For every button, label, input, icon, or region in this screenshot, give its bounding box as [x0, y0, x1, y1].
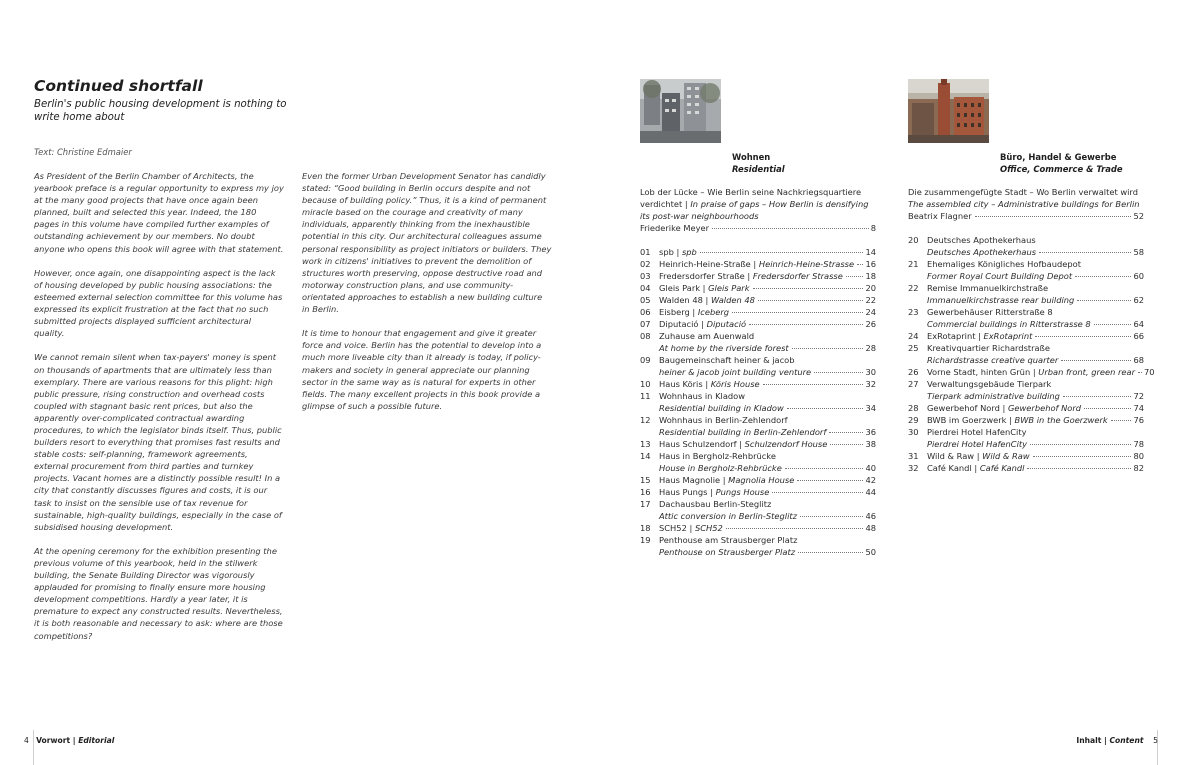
paragraph: As President of the Berlin Chamber of Architects, the yearbook preface is a regular opportunity to express my joy at the many good projects that have once again been planned, built and selected this year. Indeed, the 180 pages in this volume have compiled further examples of outstanding achievement by our members. No doubt anyone who opens this book will agree with that statement.	[34, 171, 284, 254]
entry-number: 15	[640, 475, 651, 485]
toc-entry-list	[640, 246, 876, 558]
entry-title-en: Schulzendorf House	[744, 439, 828, 449]
entry-title-de: Eisberg |	[659, 307, 698, 317]
entry-title	[659, 486, 769, 498]
page-number: 72	[1133, 391, 1144, 401]
section-title-de: Büro, Handel & Gewerbe	[1000, 152, 1117, 162]
entry-title-en: BWB in the Goerzwerk	[1014, 415, 1108, 425]
page-number: 30	[865, 367, 876, 377]
leader-dots	[1063, 396, 1132, 397]
essay-author: Friederike Meyer	[640, 223, 710, 233]
entry-title-de: Penthouse am Strausberger Platz	[659, 535, 798, 545]
page-number-left: 4	[24, 736, 29, 745]
leader-dots	[787, 408, 864, 409]
entry-number: 17	[640, 499, 651, 509]
entry-number: 26	[908, 367, 919, 377]
page-number: 68	[1133, 355, 1144, 365]
entry-title-de: Fredersdorfer Straße |	[659, 271, 753, 281]
entry-title	[927, 330, 1032, 342]
entry-title-de: Haus Köris |	[659, 379, 711, 389]
entry-title-en: Iceberg	[697, 307, 730, 317]
entry-title-en: Residential building in Berlin-Zehlendorf	[659, 427, 827, 437]
entry-number: 02	[640, 259, 651, 269]
entry-title-en: Pierdrei Hotel HafenCity	[927, 439, 1028, 449]
page-number: 22	[865, 295, 876, 305]
leader-dots	[1138, 372, 1142, 373]
toc-entry	[908, 282, 1144, 306]
toc-entry	[908, 366, 1155, 378]
page-number: 14	[865, 247, 876, 257]
essay-title-en: The assembled city – Administrative buildings for Berlin	[908, 199, 1140, 209]
paragraph: It is time to honour that engagement and give it greater force and voice. Berlin has the potential to develop into a much more liveable city than it already is today, if policy-makers and society in general appreciate our planning sector in the same way as is natural for experts in other fields. The many excellent projects in this book provide a glimpse of such a possible future.	[302, 328, 542, 411]
page-number: 44	[865, 487, 876, 497]
entry-number: 19	[640, 535, 651, 545]
toc-entry	[640, 306, 876, 318]
essay-author: Beatrix Flagner	[908, 211, 972, 221]
entry-title-en: Heinrich-Heine-Strasse	[758, 259, 855, 269]
toc-entry	[640, 258, 876, 270]
page-number: 74	[1133, 403, 1144, 413]
leader-dots	[814, 372, 863, 373]
page-number: 36	[865, 427, 876, 437]
toc-entry	[908, 414, 1144, 426]
entry-title	[659, 282, 750, 294]
entry-title-de: Baugemeinschaft heiner & jacob	[659, 355, 795, 365]
page-number: 32	[865, 379, 876, 389]
entry-number: 31	[908, 451, 919, 461]
toc-entry	[908, 234, 1144, 258]
entry-number: 01	[640, 247, 651, 257]
page-number: 70	[1144, 367, 1155, 377]
toc-entry	[640, 414, 876, 438]
page-number: 38	[865, 439, 876, 449]
essay-title-en: its post-war neighbourhoods	[640, 211, 759, 221]
toc-entry	[640, 294, 876, 306]
page-number: 50	[865, 547, 876, 557]
toc-entry	[640, 390, 876, 414]
entry-title-en: Gewerbehof Nord	[1007, 403, 1082, 413]
toc-entry	[640, 486, 876, 498]
leader-dots	[829, 432, 863, 433]
entry-number: 03	[640, 271, 651, 281]
page-number: 34	[865, 403, 876, 413]
entry-title	[659, 474, 794, 486]
entry-title-de: Haus Schulzendorf |	[659, 439, 745, 449]
section-heading-office	[1000, 151, 1123, 175]
entry-title-en: Köris House	[710, 379, 760, 389]
leader-dots	[726, 528, 864, 529]
entry-number: 20	[908, 235, 919, 245]
footer-right	[1076, 736, 1158, 745]
entry-title-en: Pungs House	[715, 487, 770, 497]
page-number: 16	[865, 259, 876, 269]
section-heading-residential	[732, 151, 785, 175]
page-number: 46	[865, 511, 876, 521]
page-number: 26	[865, 319, 876, 329]
leader-dots	[1061, 360, 1131, 361]
leader-dots	[1033, 456, 1132, 457]
leader-dots	[1030, 444, 1131, 445]
entry-number: 18	[640, 523, 651, 533]
entry-title-en: Richardstrasse creative quarter	[927, 355, 1059, 365]
entry-title-de: Walden 48 |	[659, 295, 711, 305]
entry-title-en: Gleis Park	[708, 283, 750, 293]
paragraph: We cannot remain silent when tax-payers' money is spent on thousands of apartments that are ultimately less than exemplary. There are various reasons for this plight: high public pressure, rising construction and overhead costs coupled with stagnant basic rent prices, but also the apparently over-complicated contractual awarding procedures, to which the legislator binds itself. Thus, public builders resort to everything that promises fast results and stable costs: self-planning, framework agreements, external procurement from third parties and turnkey projects. Vacant homes are a distinctly possible result! In a city that constantly discusses figures and costs, it is our task to insist on the sensible use of tax revenue for sustainable, high-quality buildings, especially in the case of subsidised housing development.	[34, 352, 282, 532]
toc-intro-essay	[640, 186, 876, 234]
entry-title-de: ExRotaprint |	[927, 331, 984, 341]
leader-dots	[1075, 276, 1131, 277]
toc-intro-essay	[908, 186, 1144, 222]
entry-number: 14	[640, 451, 651, 461]
entry-title	[927, 402, 1081, 414]
entry-title	[659, 318, 746, 330]
page-number: 20	[865, 283, 876, 293]
page-number-right: 5	[1153, 736, 1158, 745]
leader-dots	[1077, 300, 1131, 301]
leader-dots	[830, 444, 863, 445]
entry-title-de: Deutsches Apothekerhaus	[927, 235, 1036, 245]
page-number: 18	[865, 271, 876, 281]
leader-dots	[700, 252, 864, 253]
page-number: 24	[865, 307, 876, 317]
entry-number: 25	[908, 343, 919, 353]
footer-section-de: Vorwort |	[36, 736, 79, 745]
entry-title-de: Dachausbau Berlin-Steglitz	[659, 499, 772, 509]
entry-title	[927, 462, 1024, 474]
entry-title-en: Urban front, green rear	[1038, 367, 1135, 377]
toc-entry	[640, 246, 876, 258]
article-title: Continued shortfall	[34, 77, 203, 95]
toc-entry	[908, 342, 1144, 366]
entry-title-de: Wild & Raw |	[927, 451, 983, 461]
leader-dots	[785, 468, 864, 469]
toc-entry	[640, 330, 876, 354]
entry-title-de: Haus in Bergholz-Rehbrücke	[659, 451, 776, 461]
entry-title-en: At home by the riverside forest	[659, 343, 789, 353]
entry-title-de: Gewerbehäuser Ritterstraße 8	[927, 307, 1053, 317]
toc-entry-list	[908, 234, 1155, 474]
entry-title-en: Tierpark administrative building	[927, 391, 1060, 401]
leader-dots	[797, 480, 863, 481]
entry-title-en: ExRotaprint	[983, 331, 1033, 341]
page-number: 82	[1133, 463, 1144, 473]
entry-title-de: BWB im Goerzwerk |	[927, 415, 1015, 425]
entry-title-de: SCH52 |	[659, 523, 695, 533]
page-number: 48	[865, 523, 876, 533]
entry-title-en: SCH52	[694, 523, 723, 533]
leader-dots	[732, 312, 863, 313]
entry-number: 24	[908, 331, 919, 341]
toc-entry	[640, 474, 876, 486]
entry-number: 08	[640, 331, 651, 341]
entry-title-en: Wild & Raw	[982, 451, 1030, 461]
entry-title-en: Former Royal Court Building Depot	[927, 271, 1073, 281]
entry-title	[659, 258, 854, 270]
toc-office	[908, 186, 1155, 474]
entry-title	[659, 522, 723, 534]
entry-title-de: Wohnhaus in Berlin-Zehlendorf	[659, 415, 788, 425]
page-number: 42	[865, 475, 876, 485]
entry-number: 29	[908, 415, 919, 425]
leader-dots	[1084, 408, 1131, 409]
entry-number: 05	[640, 295, 651, 305]
toc-entry	[640, 378, 876, 390]
entry-title	[927, 450, 1030, 462]
entry-number: 06	[640, 307, 651, 317]
entry-title-en: Penthouse on Strausberger Platz	[659, 547, 796, 557]
entry-title-en: Attic conversion in Berlin-Steglitz	[659, 511, 797, 521]
page-number: 62	[1133, 295, 1144, 305]
entry-title	[659, 294, 755, 306]
entry-title-en: heiner & jacob joint building venture	[659, 367, 812, 377]
entry-title	[927, 414, 1108, 426]
leader-dots	[1094, 324, 1132, 325]
entry-number: 28	[908, 403, 919, 413]
office-building-photo	[908, 79, 989, 143]
toc-residential	[640, 186, 876, 558]
entry-number: 10	[640, 379, 651, 389]
toc-entry	[640, 450, 876, 474]
entry-title-en: Café Kandl	[979, 463, 1025, 473]
toc-entry	[640, 270, 876, 282]
essay-title-en: In praise of gaps – How Berlin is densifying	[690, 199, 869, 209]
entry-title-de: Vorne Stadt, hinten Grün |	[927, 367, 1039, 377]
entry-number: 27	[908, 379, 919, 389]
toc-entry	[908, 462, 1144, 474]
toc-entry	[640, 438, 876, 450]
entry-title-de: Remise Immanuelkirchstraße	[927, 283, 1049, 293]
entry-title	[927, 366, 1135, 378]
entry-title-de: Heinrich-Heine-Straße |	[659, 259, 759, 269]
leader-dots	[857, 264, 863, 265]
essay-title-de: Lob der Lücke – Wie Berlin seine Nachkriegsquartiere	[640, 187, 862, 197]
entry-title-de: Haus Pungs |	[659, 487, 716, 497]
entry-title-en: Magnolia House	[728, 475, 795, 485]
essay-title-de: verdichtet |	[640, 199, 691, 209]
article-subtitle: Berlin's public housing development is nothing to write home about	[34, 99, 287, 123]
page-number: 28	[865, 343, 876, 353]
entry-title-de: Verwaltungsgebäude Tierpark	[927, 379, 1052, 389]
toc-entry	[640, 354, 876, 378]
entry-title-de: spb |	[659, 247, 682, 257]
leader-dots	[753, 288, 864, 289]
page-number: 58	[1133, 247, 1144, 257]
entry-number: 09	[640, 355, 651, 365]
leader-dots	[800, 516, 863, 517]
leader-dots	[758, 300, 864, 301]
essay-title-de: Die zusammengefügte Stadt – Wo Berlin verwaltet wird	[908, 187, 1138, 197]
entry-number: 07	[640, 319, 651, 329]
entry-title-de: Pierdrei Hotel HafenCity	[927, 427, 1027, 437]
leader-dots	[798, 552, 863, 553]
entry-title-de: Gewerbehof Nord |	[927, 403, 1008, 413]
toc-entry	[640, 318, 876, 330]
article-byline: Text: Christine Edmaier	[34, 147, 132, 157]
footer-section-en: Content	[1109, 736, 1144, 745]
toc-entry	[908, 426, 1144, 450]
entry-title-en: Fredersdorfer Strasse	[752, 271, 843, 281]
residential-building-photo	[640, 79, 721, 143]
toc-entry	[908, 378, 1144, 402]
toc-entry	[908, 330, 1144, 342]
page-number: 8	[870, 223, 876, 233]
leader-dots	[1111, 420, 1132, 421]
entry-title-en: Diputació	[706, 319, 747, 329]
toc-entry	[640, 498, 876, 522]
entry-title-en: Immanuelkirchstrasse rear building	[927, 295, 1075, 305]
entry-title-en: Residential building in Kladow	[659, 403, 784, 413]
toc-entry	[640, 534, 876, 558]
entry-title-de: Gleis Park |	[659, 283, 709, 293]
page-number: 80	[1133, 451, 1144, 461]
page-number: 66	[1133, 331, 1144, 341]
page-number: 52	[1133, 211, 1144, 221]
entry-number: 23	[908, 307, 919, 317]
page-number: 64	[1133, 319, 1144, 329]
entry-title-en: Commercial buildings in Ritterstrasse 8	[927, 319, 1091, 329]
entry-title-en: House in Bergholz-Rehbrücke	[659, 463, 782, 473]
entry-title	[659, 378, 760, 390]
entry-number: 13	[640, 439, 651, 449]
entry-number: 30	[908, 427, 919, 437]
entry-title-de: Zuhause am Auenwald	[659, 331, 755, 341]
entry-number: 11	[640, 391, 651, 401]
entry-title	[659, 270, 843, 282]
entry-title	[659, 246, 697, 258]
toc-entry	[908, 402, 1144, 414]
entry-number: 32	[908, 463, 919, 473]
text-column-2	[302, 170, 552, 424]
section-title-en: Residential	[732, 164, 785, 174]
entry-number: 04	[640, 283, 651, 293]
page-number: 60	[1133, 271, 1144, 281]
leader-dots	[749, 324, 863, 325]
entry-number: 21	[908, 259, 919, 269]
leader-dots	[1035, 336, 1131, 337]
entry-number: 22	[908, 283, 919, 293]
text-column-1	[34, 170, 284, 654]
section-title-en: Office, Commerce & Trade	[1000, 164, 1123, 174]
entry-title-en: Deutsches Apothekerhaus	[927, 247, 1037, 257]
leader-dots	[792, 348, 864, 349]
entry-title	[659, 438, 827, 450]
paragraph: Even the former Urban Development Senator has candidly stated: “Good building in Berlin occurs despite and not because of building policy.” Thus, it is a kind of permanent miracle based on the courage and creativity of many individuals, apparently thinking from the inexhaustible potential in this city. Our architectural colleagues assume personal responsibility as project initiators or builders. They work in citizens' initiatives to prevent the demolition of structures worth preserving, oppose destructive road and motorway construction plans, and use community-orientated approaches to establish a new building culture in Berlin.	[302, 171, 552, 315]
toc-entry	[640, 522, 876, 534]
leader-dots	[846, 276, 864, 277]
footer-section-de: Inhalt |	[1076, 736, 1110, 745]
page-number: 78	[1133, 439, 1144, 449]
page-number: 76	[1133, 415, 1144, 425]
section-title-de: Wohnen	[732, 152, 771, 162]
footer-section-en: Editorial	[78, 736, 115, 745]
leader-dots	[1027, 468, 1131, 469]
entry-title-de: Haus Magnolie |	[659, 475, 729, 485]
entry-title-de: Wohnhaus in Kladow	[659, 391, 746, 401]
entry-title-de: Ehemaliges Königliches Hofbaudepot	[927, 259, 1081, 269]
leader-dots	[763, 384, 864, 385]
entry-title-de: Kreativquartier Richardstraße	[927, 343, 1050, 353]
toc-entry	[908, 258, 1144, 282]
leader-dots	[1039, 252, 1131, 253]
entry-title-de: Café Kandl |	[927, 463, 980, 473]
entry-title-de: Diputació |	[659, 319, 707, 329]
leader-dots	[772, 492, 863, 493]
entry-number: 12	[640, 415, 651, 425]
entry-number: 16	[640, 487, 651, 497]
footer-left	[24, 736, 114, 745]
toc-entry	[908, 306, 1144, 330]
entry-title	[659, 306, 729, 318]
page-number: 40	[865, 463, 876, 473]
toc-entry	[908, 450, 1144, 462]
toc-entry	[640, 282, 876, 294]
entry-title-en: Walden 48	[710, 295, 755, 305]
paragraph: At the opening ceremony for the exhibition presenting the previous volume of this yearbook, held in the stilwerk building, the Senate Building Director was vigorously applauded for promising to finally ensure more housing development competitions. Hardly a year later, it is premature to expect any constructed results. Nevertheless, it is both reasonable and necessary to ask: where are those competitions?	[34, 545, 283, 641]
entry-title-en: spb	[681, 247, 697, 257]
paragraph: However, once again, one disappointing aspect is the lack of housing developed by public housing associations: the esteemed external selection committee for this volume has expressed its explicit frustration at the fact that no such submitted projects displayed sufficient architectural quality.	[34, 267, 283, 339]
